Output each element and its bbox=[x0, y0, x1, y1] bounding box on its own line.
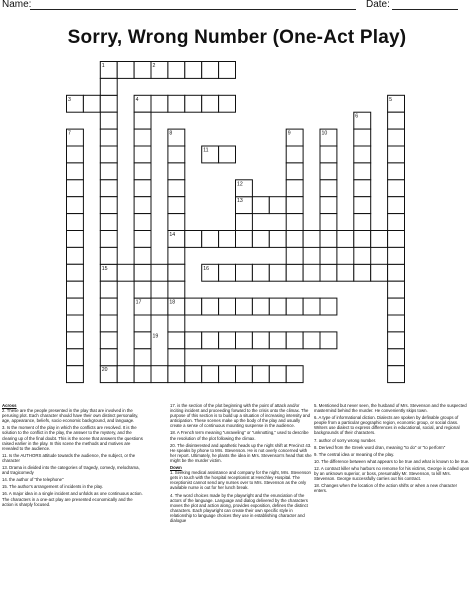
grid-cell[interactable] bbox=[67, 264, 84, 281]
grid-cell[interactable] bbox=[236, 332, 253, 349]
grid-cell[interactable] bbox=[168, 349, 185, 366]
grid-cell[interactable] bbox=[134, 349, 151, 366]
grid-cell[interactable] bbox=[286, 180, 303, 197]
grid-cell[interactable] bbox=[67, 247, 84, 264]
grid-cell[interactable] bbox=[219, 264, 236, 281]
grid-cell[interactable] bbox=[168, 264, 185, 281]
grid-cell[interactable] bbox=[286, 197, 303, 214]
grid-cell[interactable] bbox=[388, 197, 405, 214]
clue-across-20: 20. The disinterested and apathetic heads up the night shift at Precinct 43. He speaks by phone to Mrs. Stevenson. He is not overly concerned with her report. Ultimately, he plants the idea in Mrs. Stevenson's head that she might be the murder victim. bbox=[170, 442, 312, 463]
grid-cell[interactable] bbox=[303, 231, 320, 248]
clue-number: 9 bbox=[287, 130, 291, 137]
grid-cell[interactable] bbox=[168, 281, 185, 298]
grid-cell[interactable] bbox=[219, 62, 236, 79]
grid-cell[interactable] bbox=[100, 180, 117, 197]
grid-cell[interactable] bbox=[185, 332, 202, 349]
clue-number: 12 bbox=[237, 181, 243, 188]
grid-cell[interactable] bbox=[286, 298, 303, 315]
clue-across-15: 15. The author's arrangement of incidents in the play. bbox=[2, 484, 103, 490]
clue-down-18: 18. Changes when the location of the action shifts or when a new character enters. bbox=[314, 483, 458, 494]
grid-cell[interactable] bbox=[134, 214, 151, 231]
grid-cell[interactable] bbox=[185, 95, 202, 112]
grid-cell[interactable] bbox=[202, 332, 219, 349]
grid-cell[interactable] bbox=[134, 281, 151, 298]
grid-cell[interactable] bbox=[388, 129, 405, 146]
grid-cell[interactable] bbox=[83, 95, 100, 112]
clue-down-8: 8. Derived from the Greek word dran, meaning "to do" or "to perform" bbox=[314, 444, 446, 450]
grid-cell[interactable] bbox=[388, 231, 405, 248]
clue-across-14: 14. the author of "the telephone" bbox=[2, 477, 64, 483]
page-title: Sorry, Wrong Number (One-Act Play) bbox=[67, 27, 407, 48]
grid-cell[interactable] bbox=[354, 264, 371, 281]
grid-cell[interactable] bbox=[67, 197, 84, 214]
clues-column-1 bbox=[2, 403, 145, 509]
grid-cell[interactable] bbox=[388, 247, 405, 264]
grid-cell[interactable] bbox=[269, 264, 286, 281]
grid-cell[interactable] bbox=[67, 349, 84, 366]
grid-cell[interactable] bbox=[134, 129, 151, 146]
clue-number: 1 bbox=[101, 63, 105, 69]
clue-number: 11 bbox=[203, 147, 209, 154]
grid-cell[interactable] bbox=[202, 298, 219, 315]
grid-cell[interactable] bbox=[168, 247, 185, 264]
grid-cell[interactable] bbox=[286, 214, 303, 231]
grid-cell[interactable] bbox=[117, 62, 134, 79]
grid-cell[interactable] bbox=[151, 95, 168, 112]
grid-cell[interactable] bbox=[286, 264, 303, 281]
grid-cell[interactable] bbox=[388, 214, 405, 231]
grid-cell[interactable] bbox=[269, 332, 286, 349]
clue-down-9: 9. The central idea or meaning of the play. bbox=[314, 451, 395, 457]
grid-cell[interactable] bbox=[134, 112, 151, 129]
grid-cell[interactable] bbox=[286, 366, 303, 383]
grid-cell[interactable] bbox=[202, 62, 219, 79]
grid-cell[interactable] bbox=[185, 62, 202, 79]
grid-cell[interactable] bbox=[320, 231, 337, 248]
clues-column-3 bbox=[314, 403, 470, 495]
grid-cell[interactable] bbox=[168, 315, 185, 332]
grid-cell[interactable] bbox=[269, 298, 286, 315]
grid-cell[interactable] bbox=[320, 163, 337, 180]
grid-cell[interactable] bbox=[100, 298, 117, 315]
grid-cell[interactable] bbox=[100, 95, 117, 112]
grid-cell[interactable] bbox=[151, 366, 168, 383]
grid-cell[interactable] bbox=[388, 112, 405, 129]
grid-cell[interactable] bbox=[252, 197, 269, 214]
date-label: Date: bbox=[366, 0, 390, 10]
grid-cell[interactable] bbox=[354, 231, 371, 248]
clue-across-3: 3. Is the moment of the play in which the conflicts are resolved. It is the solution to the conflict in the play, the answer to the mystery, and the clearing up of the final doubt. This is the scene that answers the questions raised earlier in the play. In this scene the methods and motives are revealed to the audience. bbox=[2, 425, 143, 451]
grid-cell[interactable] bbox=[67, 146, 84, 163]
grid-cell[interactable] bbox=[219, 146, 236, 163]
grid-cell[interactable] bbox=[202, 366, 219, 383]
grid-cell[interactable] bbox=[168, 146, 185, 163]
grid-cell[interactable] bbox=[168, 180, 185, 197]
grid-cell[interactable] bbox=[67, 298, 84, 315]
grid-cell[interactable] bbox=[100, 214, 117, 231]
grid-cell[interactable] bbox=[354, 180, 371, 197]
grid-cell[interactable] bbox=[286, 332, 303, 349]
clue-across-2: 2. These are the people presented in the play that are involved in the perusing plot. Each character should have their own distinct personality, age, appearance, beliefs, socio economic background, and language. bbox=[2, 408, 139, 424]
grid-cell[interactable] bbox=[134, 332, 151, 349]
grid-cell[interactable] bbox=[269, 197, 286, 214]
grid-cell[interactable] bbox=[134, 163, 151, 180]
grid-cell[interactable] bbox=[134, 366, 151, 383]
name-label: Name: bbox=[2, 0, 32, 10]
grid-cell[interactable] bbox=[388, 180, 405, 197]
clues-section bbox=[0, 403, 474, 613]
grid-cell[interactable] bbox=[236, 298, 253, 315]
grid-cell[interactable] bbox=[388, 281, 405, 298]
grid-cell[interactable] bbox=[134, 197, 151, 214]
clue-number: 8 bbox=[169, 130, 173, 137]
grid-cell[interactable] bbox=[134, 231, 151, 248]
grid-cell[interactable] bbox=[286, 146, 303, 163]
grid-cell[interactable] bbox=[134, 180, 151, 197]
grid-cell[interactable] bbox=[219, 95, 236, 112]
grid-cell[interactable] bbox=[67, 163, 84, 180]
clue-number: 19 bbox=[152, 333, 159, 340]
grid-cell[interactable] bbox=[168, 214, 185, 231]
grid-cell[interactable] bbox=[320, 264, 337, 281]
clue-number: 5 bbox=[389, 96, 392, 103]
grid-cell[interactable] bbox=[388, 315, 405, 332]
grid-cell[interactable] bbox=[320, 332, 337, 349]
grid-cell[interactable] bbox=[100, 78, 117, 95]
grid-cell[interactable] bbox=[168, 62, 185, 79]
grid-cell[interactable] bbox=[134, 315, 151, 332]
clue-across-13: 13. Drama is divided into the categories of tragedy, comedy, melodrama, and tragicomedy bbox=[2, 465, 140, 476]
grid-cell[interactable] bbox=[303, 298, 320, 315]
grid-cell[interactable] bbox=[134, 264, 151, 281]
clue-number: 18 bbox=[169, 299, 176, 306]
grid-cell[interactable] bbox=[67, 231, 84, 248]
clue-across-11: 11. Is the AUTHORS attitude towards the audience, the subject, or the character bbox=[2, 452, 136, 463]
grid-cell[interactable] bbox=[100, 197, 117, 214]
grid-cell[interactable] bbox=[303, 264, 320, 281]
grid-cell[interactable] bbox=[371, 264, 388, 281]
grid-cell[interactable] bbox=[134, 247, 151, 264]
grid-cell[interactable] bbox=[388, 349, 405, 366]
clue-number: 16 bbox=[203, 265, 209, 272]
grid-cell[interactable] bbox=[354, 247, 371, 264]
grid-cell[interactable] bbox=[67, 315, 84, 332]
grid-cell[interactable] bbox=[100, 146, 117, 163]
grid-cell[interactable] bbox=[219, 332, 236, 349]
grid-cell[interactable] bbox=[320, 298, 337, 315]
clue-number: 7 bbox=[68, 130, 71, 137]
grid-cell[interactable] bbox=[236, 231, 253, 248]
clue-number: 3 bbox=[68, 96, 71, 103]
grid-cell[interactable] bbox=[67, 332, 84, 349]
clues-column-2 bbox=[170, 403, 313, 525]
grid-cell[interactable] bbox=[354, 146, 371, 163]
clue-across-17: 17. is the section of the plot beginning with the point of attack and/or inciting incident and proceeding forward to the crisis onto the climax. The purpose of this section is to build up a situation of increasing intensity and anticipation. These scenes make up the body of the play and usually create a sense of continuous mounting suspense in the audience. bbox=[170, 403, 310, 429]
grid-cell[interactable] bbox=[151, 298, 168, 315]
clue-number: 2 bbox=[152, 63, 156, 69]
grid-cell[interactable] bbox=[185, 298, 202, 315]
grid-cell[interactable] bbox=[100, 163, 117, 180]
clue-down-4: 4. The word choices made by the playwright and the enunciation of the actors of the language. Language and dialog delivered by the characters moves the plot and action along, provides exposition, defines the distinct characters. Each playwright can create their own specific style in relationship to language choices they use in establishing character and dialogue bbox=[170, 492, 308, 523]
grid-cell[interactable] bbox=[100, 129, 117, 146]
clue-down-6: 6. A type of informational diction. Dialects are spoken by definable groups of people from a particular geographic region, economic group, or social class. Writers use dialect to express differences in educational, social, and regional backgrounds of their characters. bbox=[314, 415, 460, 436]
grid-cell[interactable] bbox=[320, 197, 337, 214]
clue-number: 4 bbox=[135, 96, 139, 103]
clue-down-7: 7. author of sorry wrong number. bbox=[314, 437, 377, 443]
grid-cell[interactable] bbox=[117, 264, 134, 281]
grid-cell[interactable] bbox=[67, 366, 84, 383]
clue-number: 6 bbox=[355, 113, 359, 120]
grid-cell[interactable] bbox=[185, 366, 202, 383]
grid-cell[interactable] bbox=[303, 332, 320, 349]
grid-cell[interactable] bbox=[219, 366, 236, 383]
grid-cell[interactable] bbox=[168, 366, 185, 383]
grid-cell[interactable] bbox=[100, 349, 117, 366]
grid-cell[interactable] bbox=[371, 231, 388, 248]
clue-down-10: 10. The difference between what appears to be true and what is known to be true. bbox=[314, 458, 470, 464]
grid-cell[interactable] bbox=[168, 163, 185, 180]
grid-cell[interactable] bbox=[67, 281, 84, 298]
grid-cell[interactable] bbox=[286, 247, 303, 264]
clue-down-12: 12. A contract killer who harbors no remorse for his victims, George is called upon by an unknown superior, or boss, presumably Mr. Stevenson, to kill Mrs. Stevenson. George successfully carries out his contract. bbox=[314, 465, 470, 482]
grid-cell[interactable] bbox=[354, 129, 371, 146]
grid-cell[interactable] bbox=[252, 366, 269, 383]
grid-cell[interactable] bbox=[354, 214, 371, 231]
grid-cell[interactable] bbox=[117, 366, 134, 383]
grid-cell[interactable] bbox=[168, 332, 185, 349]
grid-cell[interactable] bbox=[388, 264, 405, 281]
grid-cell[interactable] bbox=[320, 146, 337, 163]
grid-cell[interactable] bbox=[100, 231, 117, 248]
grid-cell[interactable] bbox=[100, 315, 117, 332]
clue-down-5: 5. Mentioned but never seen, the husband of Mrs. Stevenson and the suspected mastermind behind the murder. He conveniently skips town. bbox=[314, 403, 467, 414]
clue-number: 15 bbox=[101, 265, 108, 272]
grid-cell[interactable] bbox=[100, 332, 117, 349]
grid-cell[interactable] bbox=[286, 163, 303, 180]
grid-cell[interactable] bbox=[100, 281, 117, 298]
grid-cell[interactable] bbox=[320, 180, 337, 197]
grid-cell[interactable] bbox=[219, 231, 236, 248]
clue-number: 14 bbox=[169, 232, 176, 238]
grid-cell[interactable] bbox=[252, 298, 269, 315]
grid-cell[interactable] bbox=[286, 231, 303, 248]
clue-number: 10 bbox=[321, 130, 328, 137]
clue-number: 17 bbox=[135, 299, 142, 306]
grid-cell[interactable] bbox=[337, 264, 354, 281]
grid-cell[interactable] bbox=[269, 366, 286, 383]
grid-cell[interactable] bbox=[252, 231, 269, 248]
grid-cell[interactable] bbox=[134, 62, 151, 79]
grid-cell[interactable] bbox=[388, 332, 405, 349]
clue-number: 20 bbox=[101, 367, 108, 374]
grid-cell[interactable] bbox=[252, 332, 269, 349]
grid-cell[interactable] bbox=[388, 163, 405, 180]
grid-cell[interactable] bbox=[320, 247, 337, 264]
grid-cell[interactable] bbox=[67, 180, 84, 197]
grid-cell[interactable] bbox=[388, 146, 405, 163]
grid-cell[interactable] bbox=[202, 231, 219, 248]
clue-across-18: 18. A French term meaning "unraveling" or "unknotting," used to describe the resolution of the plot following the climax. bbox=[170, 430, 309, 441]
grid-cell[interactable] bbox=[100, 112, 117, 129]
grid-cell[interactable] bbox=[320, 214, 337, 231]
grid-cell[interactable] bbox=[151, 264, 168, 281]
grid-cell[interactable] bbox=[236, 214, 253, 231]
grid-cell[interactable] bbox=[185, 231, 202, 248]
grid-cell[interactable] bbox=[236, 264, 253, 281]
grid-cell[interactable] bbox=[100, 247, 117, 264]
grid-cell[interactable] bbox=[388, 366, 405, 383]
grid-cell[interactable] bbox=[252, 264, 269, 281]
grid-cell[interactable] bbox=[388, 298, 405, 315]
grid-cell[interactable] bbox=[67, 214, 84, 231]
grid-cell[interactable] bbox=[236, 366, 253, 383]
grid-cell[interactable] bbox=[219, 298, 236, 315]
across-heading: Across bbox=[2, 403, 17, 408]
down-heading: Down bbox=[170, 465, 182, 471]
grid-cell[interactable] bbox=[168, 197, 185, 214]
clue-number: 13 bbox=[237, 198, 243, 205]
grid-cell[interactable] bbox=[202, 95, 219, 112]
grid-cell[interactable] bbox=[168, 95, 185, 112]
grid-cell[interactable] bbox=[269, 231, 286, 248]
grid-cell[interactable] bbox=[354, 197, 371, 214]
clue-across-16: 16. A major idea in a single incident and unfolds as one continuous action. The characters in a one-act play are presented economically and the action is sharply focused. bbox=[2, 491, 143, 507]
grid-cell[interactable] bbox=[337, 231, 354, 248]
clue-down-1: 1. Seeking medical assistance and company for the night, Mrs. Stevenson gets in touch with the hospital receptionist at Henchley Hospital. The receptionist cannot send any nurses over to Mrs. Stevenson as the only available nurse is out for her lunch break. bbox=[170, 470, 311, 491]
grid-cell[interactable] bbox=[354, 163, 371, 180]
grid-cell[interactable] bbox=[134, 146, 151, 163]
